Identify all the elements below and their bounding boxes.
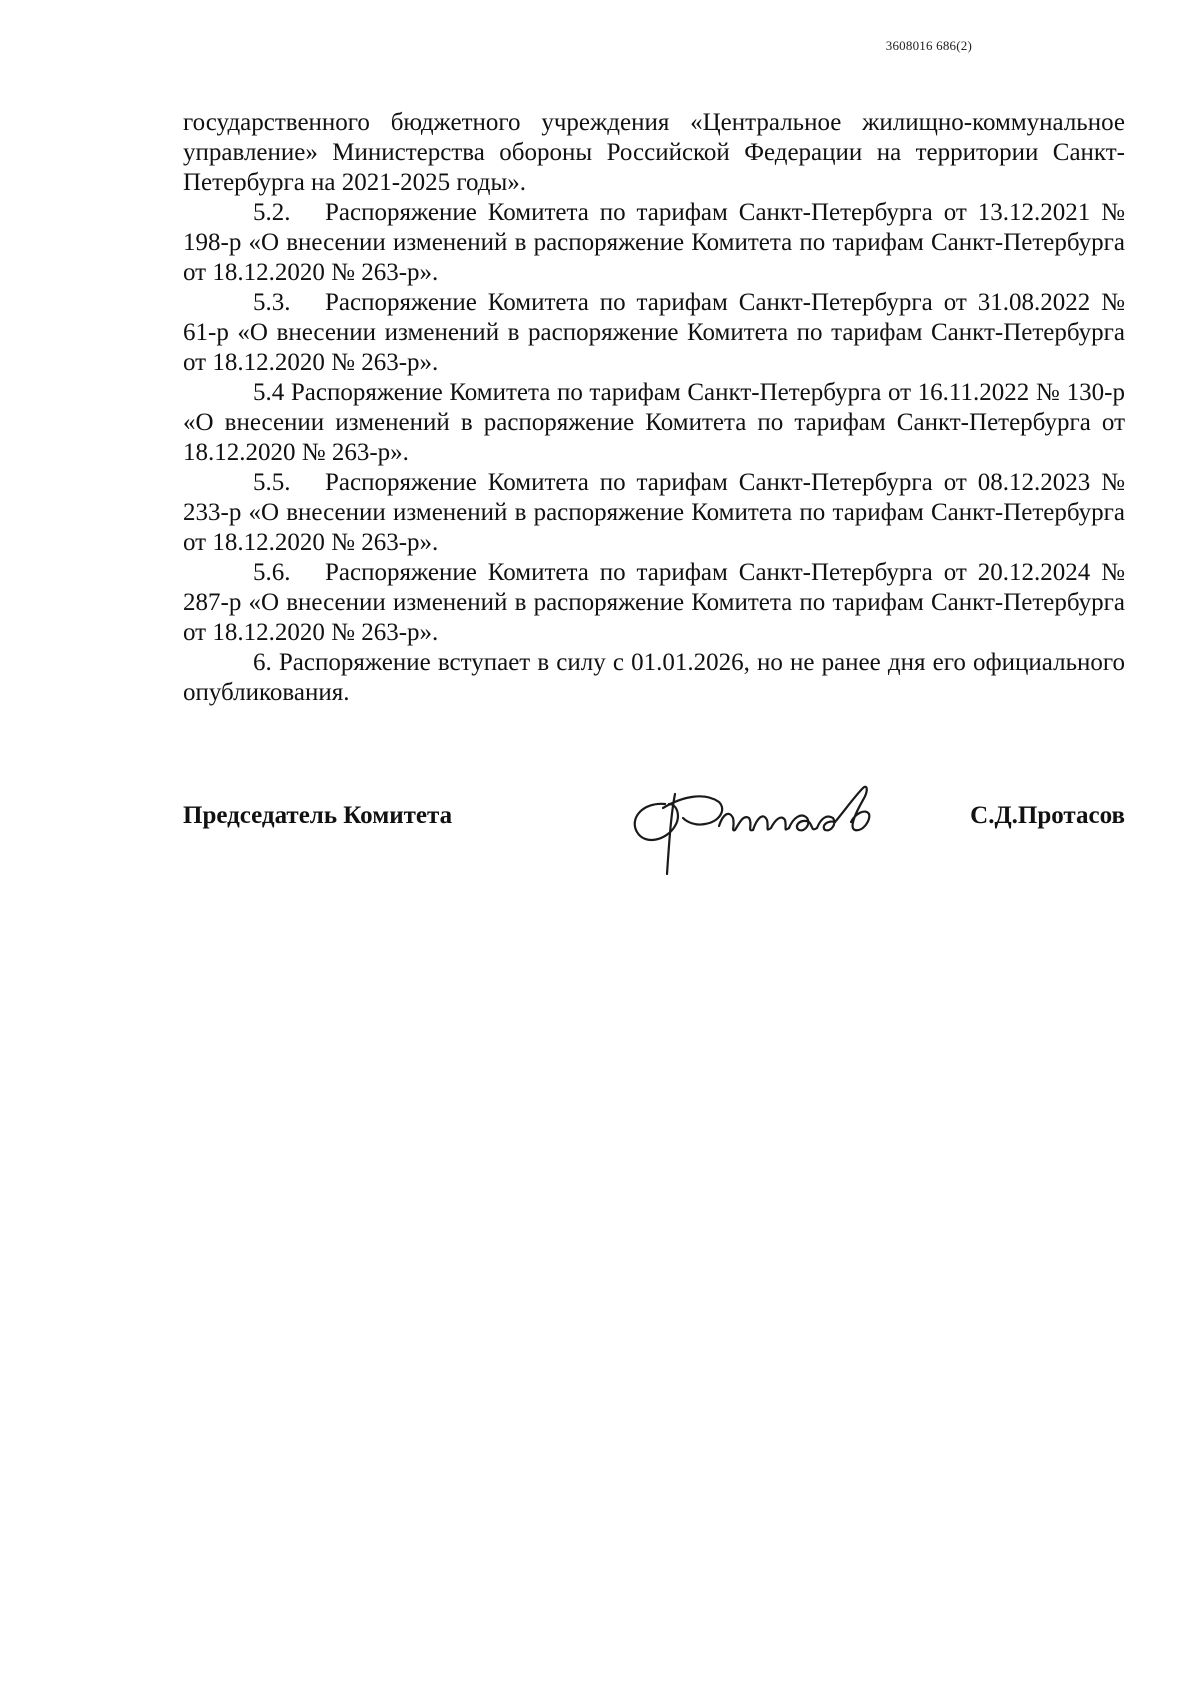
paragraph-5-4 [183, 378, 1125, 468]
paragraph-text: Распоряжение Комитета по тарифам Санкт-Петербурга от 20.12.2024 № 287-р «О внесении изменений в распоряжение Комитета по тарифам Санкт-Петербурга от 18.12.2020 № 263-р». [183, 559, 1125, 646]
paragraph-text: государственного бюджетного учреждения «Центральное жилищно-коммунальное управление» Министерства обороны Российской Федерации на территории Санкт-Петербурга на 2021-2025 годы». [183, 109, 1125, 196]
signer-name: С.Д.Протасов [970, 802, 1125, 829]
paragraph-5-5 [183, 468, 1125, 558]
paragraph-text: 6. Распоряжение вступает в силу с 01.01.2026, но не ранее дня его официального опубликования. [183, 649, 1125, 706]
paragraph-intro [183, 108, 1125, 198]
paragraph-number: 5.5. [253, 469, 291, 496]
paragraph-text: 5.4 Распоряжение Комитета по тарифам Санкт-Петербурга от 16.11.2022 № 130-р «О внесении изменений в распоряжение Комитета по тарифам Санкт-Петербурга от 18.12.2020 № 263-р». [183, 379, 1125, 466]
paragraph-number: 5.6. [253, 559, 291, 586]
signature-block [183, 782, 1125, 902]
paragraph-number: 5.2. [253, 199, 291, 226]
paragraph-5-2 [183, 198, 1125, 288]
paragraph-text: Распоряжение Комитета по тарифам Санкт-Петербурга от 31.08.2022 № 61-р «О внесении изменений в распоряжение Комитета по тарифам Санкт-Петербурга от 18.12.2020 № 263-р». [183, 289, 1125, 376]
handwritten-signature [623, 774, 893, 884]
paragraph-text: Распоряжение Комитета по тарифам Санкт-Петербурга от 13.12.2021 № 198-р «О внесении изменений в распоряжение Комитета по тарифам Санкт-Петербурга от 18.12.2020 № 263-р». [183, 199, 1125, 286]
paragraph-number: 5.3. [253, 289, 291, 316]
document-id: 3608016 686(2) [885, 38, 972, 53]
paragraph-6 [183, 648, 1125, 708]
document-body [183, 108, 1125, 708]
signer-position: Председатель Комитета [183, 802, 453, 829]
paragraph-text: Распоряжение Комитета по тарифам Санкт-Петербурга от 08.12.2023 № 233-р «О внесении изменений в распоряжение Комитета по тарифам Санкт-Петербурга от 18.12.2020 № 263-р». [183, 469, 1125, 556]
paragraph-5-3 [183, 288, 1125, 378]
paragraph-5-6 [183, 558, 1125, 648]
